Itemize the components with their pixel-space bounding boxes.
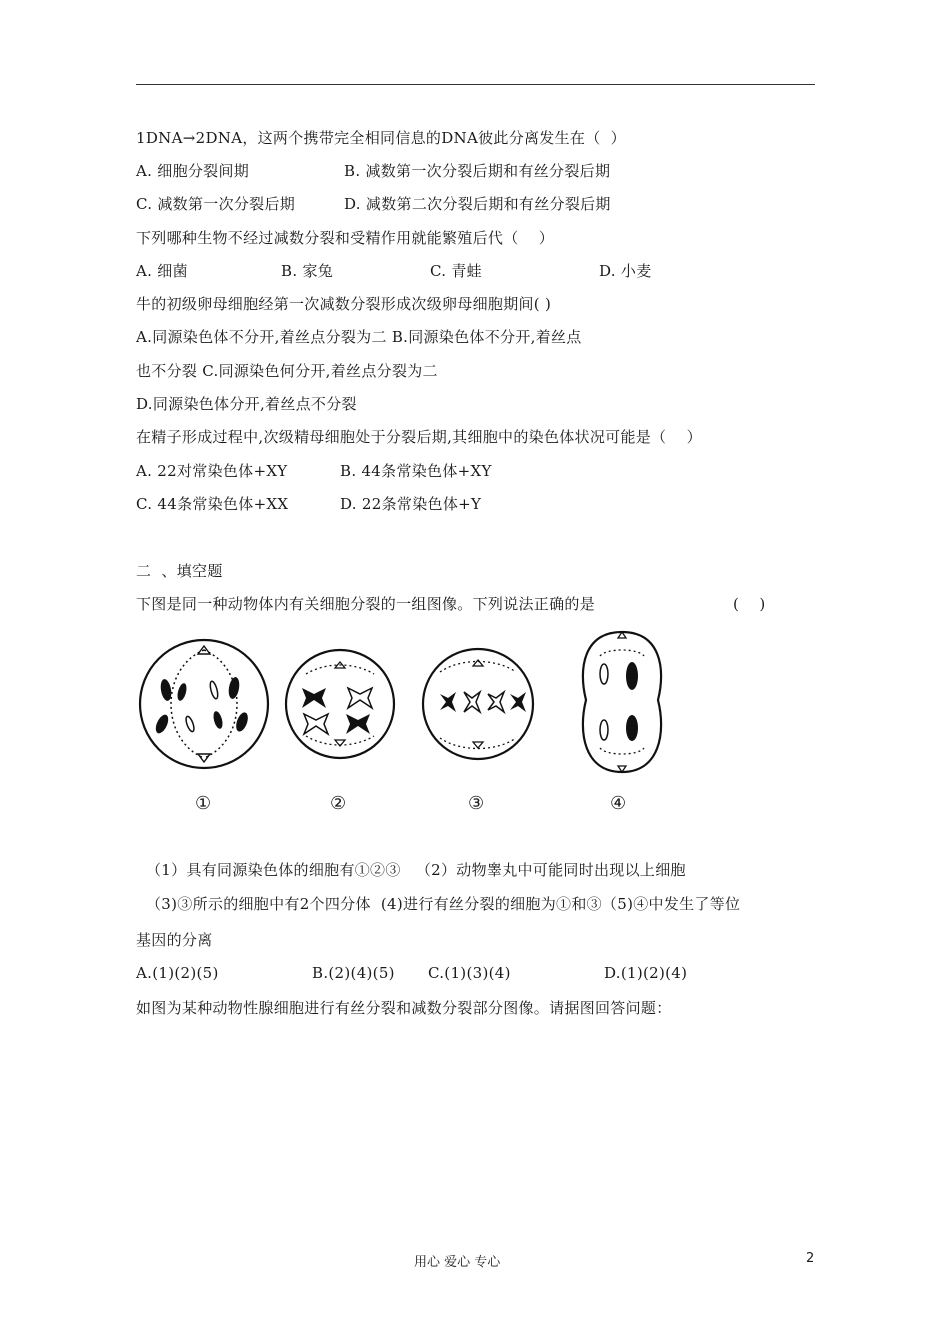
option-d: D. 22条常染色体+Y (340, 495, 482, 513)
figure-label-3: ③ (468, 793, 485, 814)
option-c: C.(1)(3)(4) (428, 964, 511, 982)
option-b: B. 44条常染色体+XY (340, 462, 492, 480)
question-dna-separation: 1DNA→2DNA，这两个携带完全相同信息的DNA彼此分离发生在（ ） (136, 129, 626, 147)
statement-line-3: 基因的分离 (136, 931, 213, 949)
option-d: D. 减数第二次分裂后期和有丝分裂后期 (344, 195, 611, 213)
question-gonad-cells: 如图为某种动物性腺细胞进行有丝分裂和减数分裂部分图像。请据图回答问题： (136, 999, 672, 1017)
section-heading: 二 、填空题 (136, 562, 223, 580)
question-oocyte: 牛的初级卵母细胞经第一次减数分裂形成次级卵母细胞期间( ) (136, 295, 552, 313)
option-c: C. 44条常染色体+XX (136, 495, 289, 513)
statement-line-1: （1）具有同源染色体的细胞有①②③ （2）动物睾丸中可能同时出现以上细胞 (146, 861, 686, 879)
header-rule (136, 84, 815, 85)
option-b: B. 家兔 (281, 262, 334, 280)
option-b: B.(2)(4)(5) (312, 964, 395, 982)
option-d: D. 小麦 (599, 262, 652, 280)
cell-division-diagram (130, 628, 690, 818)
option-d: D.(1)(2)(4) (604, 964, 688, 982)
cell-2 (286, 650, 394, 758)
answer-blank: ( ) (733, 595, 766, 613)
option-a: A. 22对常染色体+XY (136, 462, 288, 480)
footer-motto: 用心 爱心 专心 (414, 1255, 501, 1270)
cell-division-figure (130, 628, 690, 818)
cell-4 (583, 632, 661, 772)
options-line-2: 也不分裂 C.同源染色何分开,着丝点分裂为二 (136, 362, 438, 380)
statement-line-2: （3)③所示的细胞中有2个四分体 (4)进行有丝分裂的细胞为①和③（5)④中发生了等位 (146, 895, 741, 913)
options-line-3: D.同源染色体分开,着丝点不分裂 (136, 395, 357, 413)
option-a: A.(1)(2)(5) (136, 964, 219, 982)
option-c: C. 减数第一次分裂后期 (136, 195, 296, 213)
option-a: A. 细胞分裂间期 (136, 162, 250, 180)
option-c: C. 青蛙 (430, 262, 482, 280)
cell-1 (140, 640, 268, 768)
figure-label-4: ④ (610, 793, 627, 814)
figure-label-1: ① (195, 793, 212, 814)
option-a: A. 细菌 (136, 262, 188, 280)
figure-label-2: ② (330, 793, 347, 814)
option-b: B. 减数第一次分裂后期和有丝分裂后期 (344, 162, 611, 180)
question-cell-division: 下图是同一种动物体内有关细胞分裂的一组图像。下列说法正确的是 (136, 595, 596, 613)
options-line-1: A.同源染色体不分开,着丝点分裂为二 B.同源染色体不分开,着丝点 (136, 328, 582, 346)
question-reproduction: 下列哪种生物不经过减数分裂和受精作用就能繁殖后代（ ） (136, 229, 555, 247)
question-sperm: 在精子形成过程中,次级精母细胞处于分裂后期,其细胞中的染色体状况可能是（ ） (136, 428, 702, 446)
cell-3 (423, 649, 533, 759)
page-number: 2 (806, 1251, 815, 1266)
